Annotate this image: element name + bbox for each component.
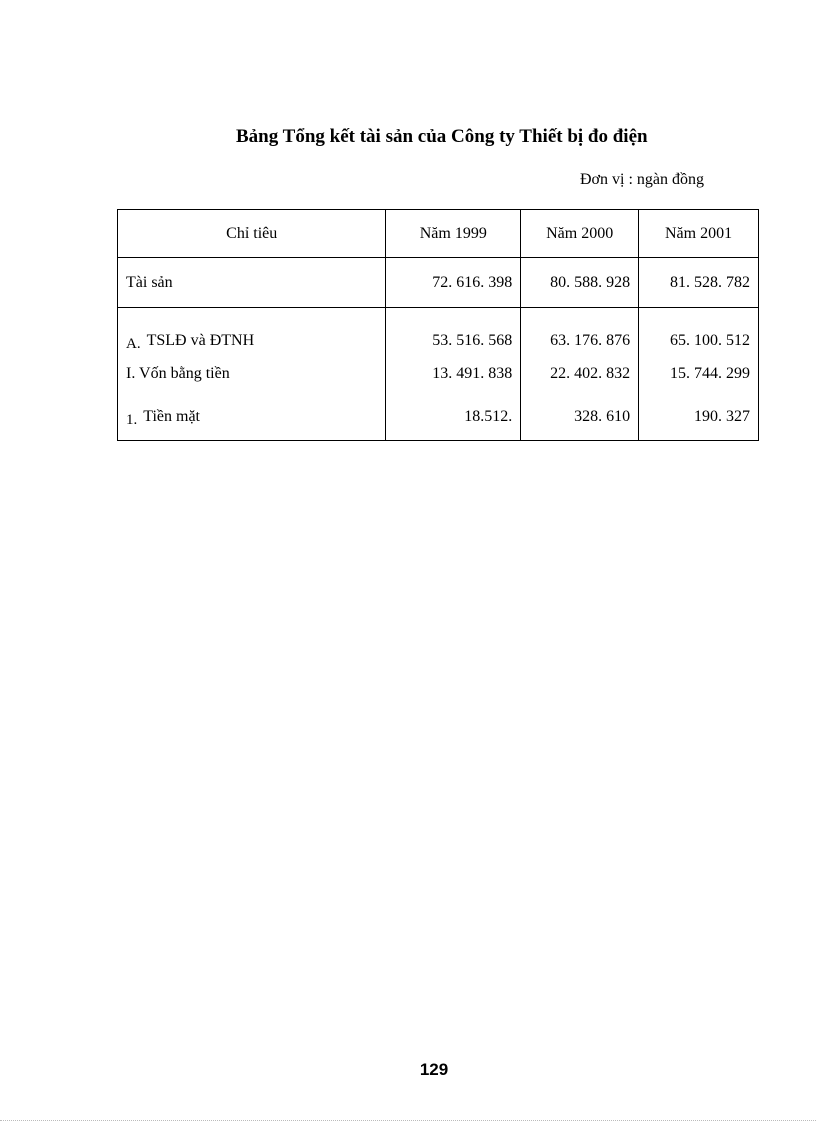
page-number: 129 <box>419 1060 449 1079</box>
row-label-text: TSLĐ và ĐTNH <box>146 332 255 349</box>
cell-2000: 80. 588. 928 <box>521 258 639 308</box>
page-bottom-divider <box>0 1120 816 1121</box>
header-year-2000: Năm 2000 <box>521 210 639 258</box>
row-label-text: I. Vốn bằng tiền <box>126 365 230 382</box>
cell-2001: 65. 100. 512 <box>639 308 759 355</box>
asset-summary-table <box>117 209 759 441</box>
header-year-1999: Năm 1999 <box>386 210 521 258</box>
row-prefix: A. <box>126 336 141 352</box>
row-label <box>118 258 386 308</box>
row-label <box>118 394 386 441</box>
header-year-2001: Năm 2001 <box>639 210 759 258</box>
cell-2001: 15. 744. 299 <box>639 354 759 394</box>
cell-2001: 81. 528. 782 <box>639 258 759 308</box>
cell-1999: 72. 616. 398 <box>386 258 521 308</box>
table-row <box>118 258 759 308</box>
table-row <box>118 354 759 394</box>
row-label <box>118 354 386 394</box>
document-title: Bảng Tổng kết tài sản của Công ty Thiết bị đo điện <box>236 126 648 147</box>
cell-1999: 53. 516. 568 <box>386 308 521 355</box>
table-header-row <box>118 210 759 258</box>
cell-2000: 63. 176. 876 <box>521 308 639 355</box>
row-label-text: Tiền mặt <box>143 408 200 425</box>
unit-note: Đơn vị : ngàn đồng <box>580 171 705 188</box>
header-indicator: Chỉ tiêu <box>118 210 386 258</box>
cell-2000: 328. 610 <box>521 394 639 441</box>
table-row <box>118 308 759 355</box>
cell-2000: 22. 402. 832 <box>521 354 639 394</box>
cell-2001: 190. 327 <box>639 394 759 441</box>
cell-1999: 13. 491. 838 <box>386 354 521 394</box>
row-label-text: Tài sản <box>126 273 173 291</box>
cell-1999: 18.512. <box>386 394 521 441</box>
table-row <box>118 394 759 441</box>
row-prefix: 1. <box>126 412 138 428</box>
row-label <box>118 308 386 355</box>
